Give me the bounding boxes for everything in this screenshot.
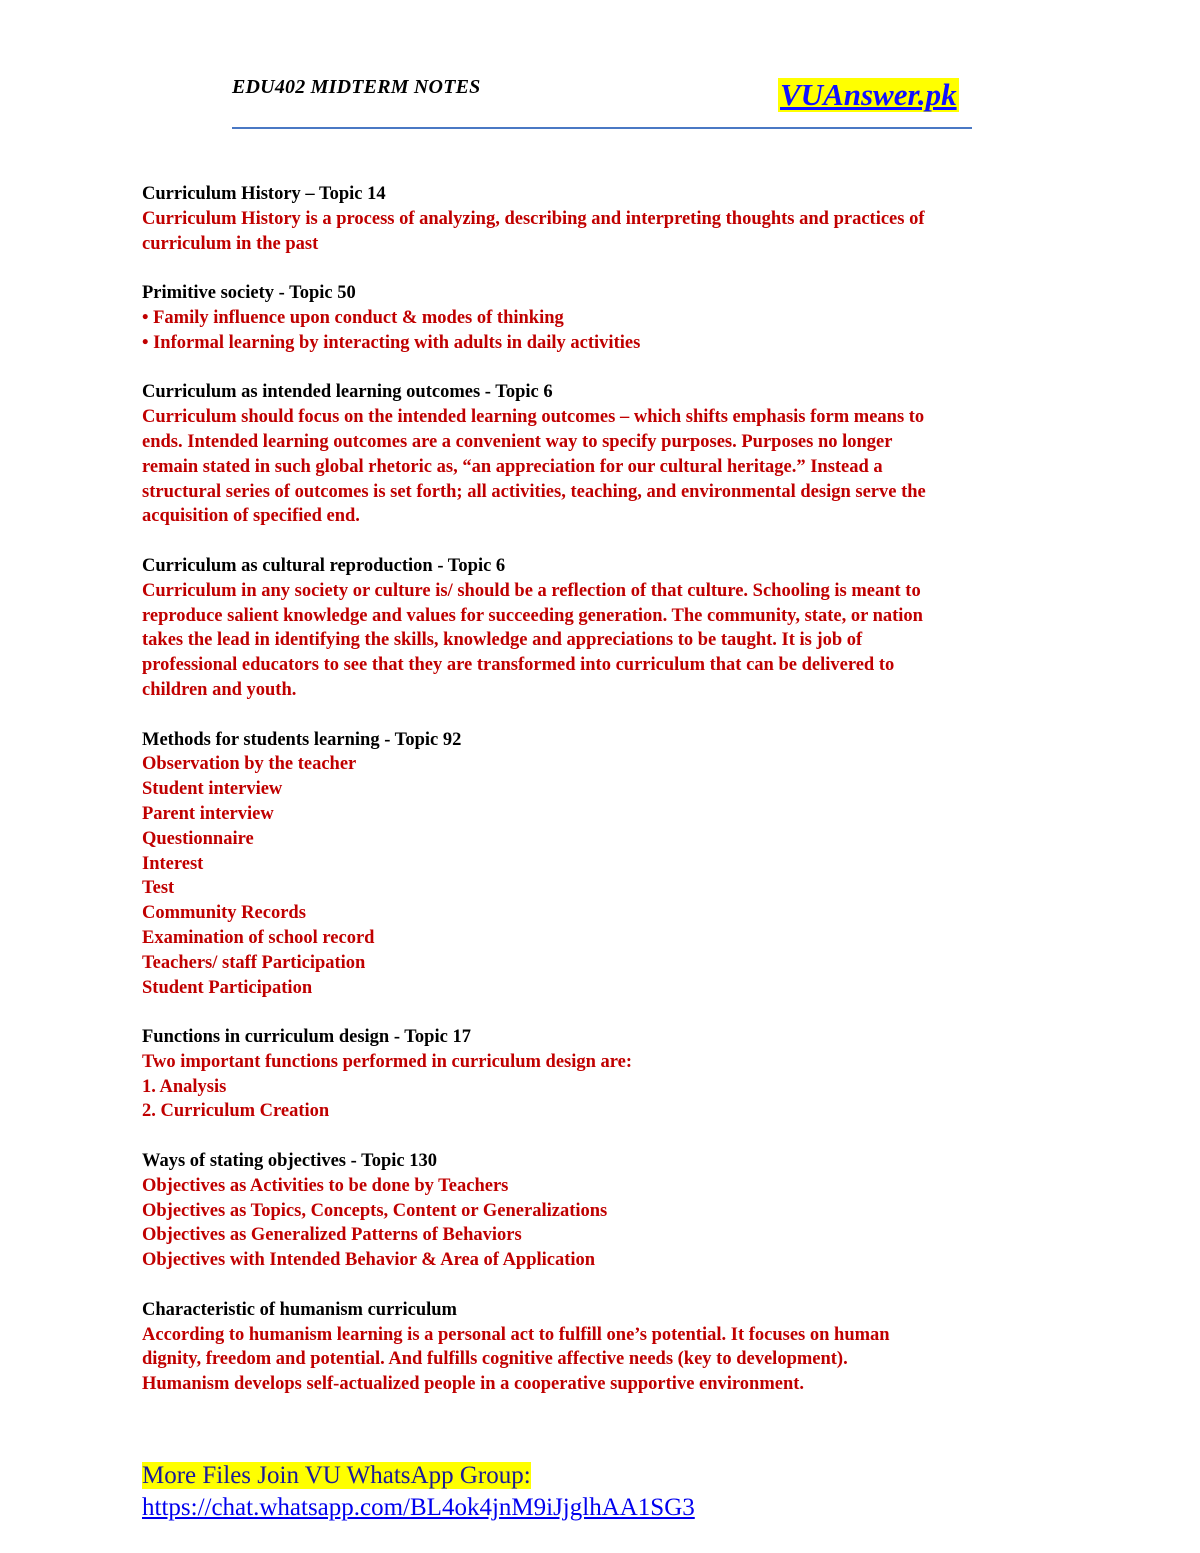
section-line: reproduce salient knowledge and values for succeeding generation. The community, state, or nation — [142, 605, 923, 626]
section-heading: Ways of stating objectives - Topic 130 — [142, 1151, 437, 1172]
section-line: Humanism develops self-actualized people in a cooperative supportive environment. — [142, 1374, 805, 1395]
section-line: Curriculum should focus on the intended learning outcomes – which shifts emphasis form means to — [142, 407, 925, 428]
list-item: Teachers/ staff Participation — [142, 952, 366, 973]
list-item: Parent interview — [142, 803, 274, 824]
list-item: Interest — [142, 853, 204, 874]
whatsapp-group-link[interactable]: https://chat.whatsapp.com/BL4ok4jnM9iJjglhAA1SG3 — [142, 1494, 695, 1521]
section-line: children and youth. — [142, 679, 297, 700]
list-item: Observation by the teacher — [142, 754, 357, 775]
section-heading: Methods for students learning - Topic 92 — [142, 729, 462, 750]
section-learning-methods — [142, 728, 1062, 1001]
section-heading: Curriculum as cultural reproduction - Topic 6 — [142, 555, 506, 576]
section-line: professional educators to see that they are transformed into curriculum that can be delivered to — [142, 655, 895, 676]
section-humanism — [142, 1298, 1062, 1397]
brand-link[interactable]: VUAnswer.pk — [780, 77, 957, 112]
notes-content — [142, 182, 1062, 1422]
section-line: According to humanism learning is a personal act to fulfill one’s potential. It focuses on human — [142, 1324, 890, 1345]
list-item: Test — [142, 878, 175, 899]
list-item: Examination of school record — [142, 927, 375, 948]
section-line: takes the lead in identifying the skills, knowledge and appreciations to be taught. It is job of — [142, 630, 863, 651]
section-heading: Curriculum History – Topic 14 — [142, 184, 386, 204]
list-item: Objectives with Intended Behavior & Area of Application — [142, 1250, 596, 1271]
section-curriculum-history — [142, 182, 1062, 256]
section-line: ends. Intended learning outcomes are a convenient way to specify purposes. Purposes no longer — [142, 431, 893, 452]
section-design-functions — [142, 1025, 1062, 1124]
section-line: remain stated in such global rhetoric as, “an appreciation for our cultural heritage.” Instead a — [142, 456, 883, 477]
section-heading: Curriculum as intended learning outcomes - Topic 6 — [142, 382, 553, 403]
section-line: structural series of outcomes is set forth; all activities, teaching, and environmental design serve the — [142, 481, 926, 502]
section-heading: Characteristic of humanism curriculum — [142, 1299, 457, 1320]
section-line: dignity, freedom and potential. And fulfills cognitive affective needs (key to development). — [142, 1349, 848, 1370]
section-intended-outcomes — [142, 380, 1062, 529]
list-item: Questionnaire — [142, 828, 254, 849]
page-footer — [142, 1460, 695, 1524]
list-item: Community Records — [142, 903, 306, 924]
list-item: 1. Analysis — [142, 1076, 227, 1097]
list-item: Student Participation — [142, 977, 313, 998]
section-primitive-society — [142, 281, 1062, 355]
whatsapp-group-label: More Files Join VU WhatsApp Group: — [142, 1462, 531, 1489]
bullet-item: • Family influence upon conduct & modes of thinking — [142, 307, 564, 328]
section-stating-objectives — [142, 1149, 1062, 1273]
header-divider — [232, 127, 972, 129]
section-line: curriculum in the past — [142, 233, 319, 254]
list-item: Objectives as Activities to be done by Teachers — [142, 1175, 509, 1196]
section-line: Two important functions performed in curriculum design are: — [142, 1051, 633, 1072]
document-title: EDU402 MIDTERM NOTES — [232, 76, 481, 98]
section-line: Curriculum History is a process of analyzing, describing and interpreting thoughts and practices of — [142, 208, 925, 229]
list-item: Objectives as Topics, Concepts, Content or Generalizations — [142, 1200, 608, 1221]
list-item: 2. Curriculum Creation — [142, 1101, 330, 1122]
section-heading: Primitive society - Topic 50 — [142, 283, 356, 304]
list-item: Student interview — [142, 779, 283, 800]
section-line: Curriculum in any society or culture is/ should be a reflection of that culture. Schooling is meant to — [142, 580, 921, 601]
section-heading: Functions in curriculum design - Topic 17 — [142, 1027, 471, 1048]
list-item: Objectives as Generalized Patterns of Behaviors — [142, 1225, 522, 1246]
section-line: acquisition of specified end. — [142, 506, 360, 527]
page-header — [232, 72, 972, 130]
section-cultural-reproduction — [142, 554, 1062, 703]
bullet-item: • Informal learning by interacting with adults in daily activities — [142, 332, 641, 353]
